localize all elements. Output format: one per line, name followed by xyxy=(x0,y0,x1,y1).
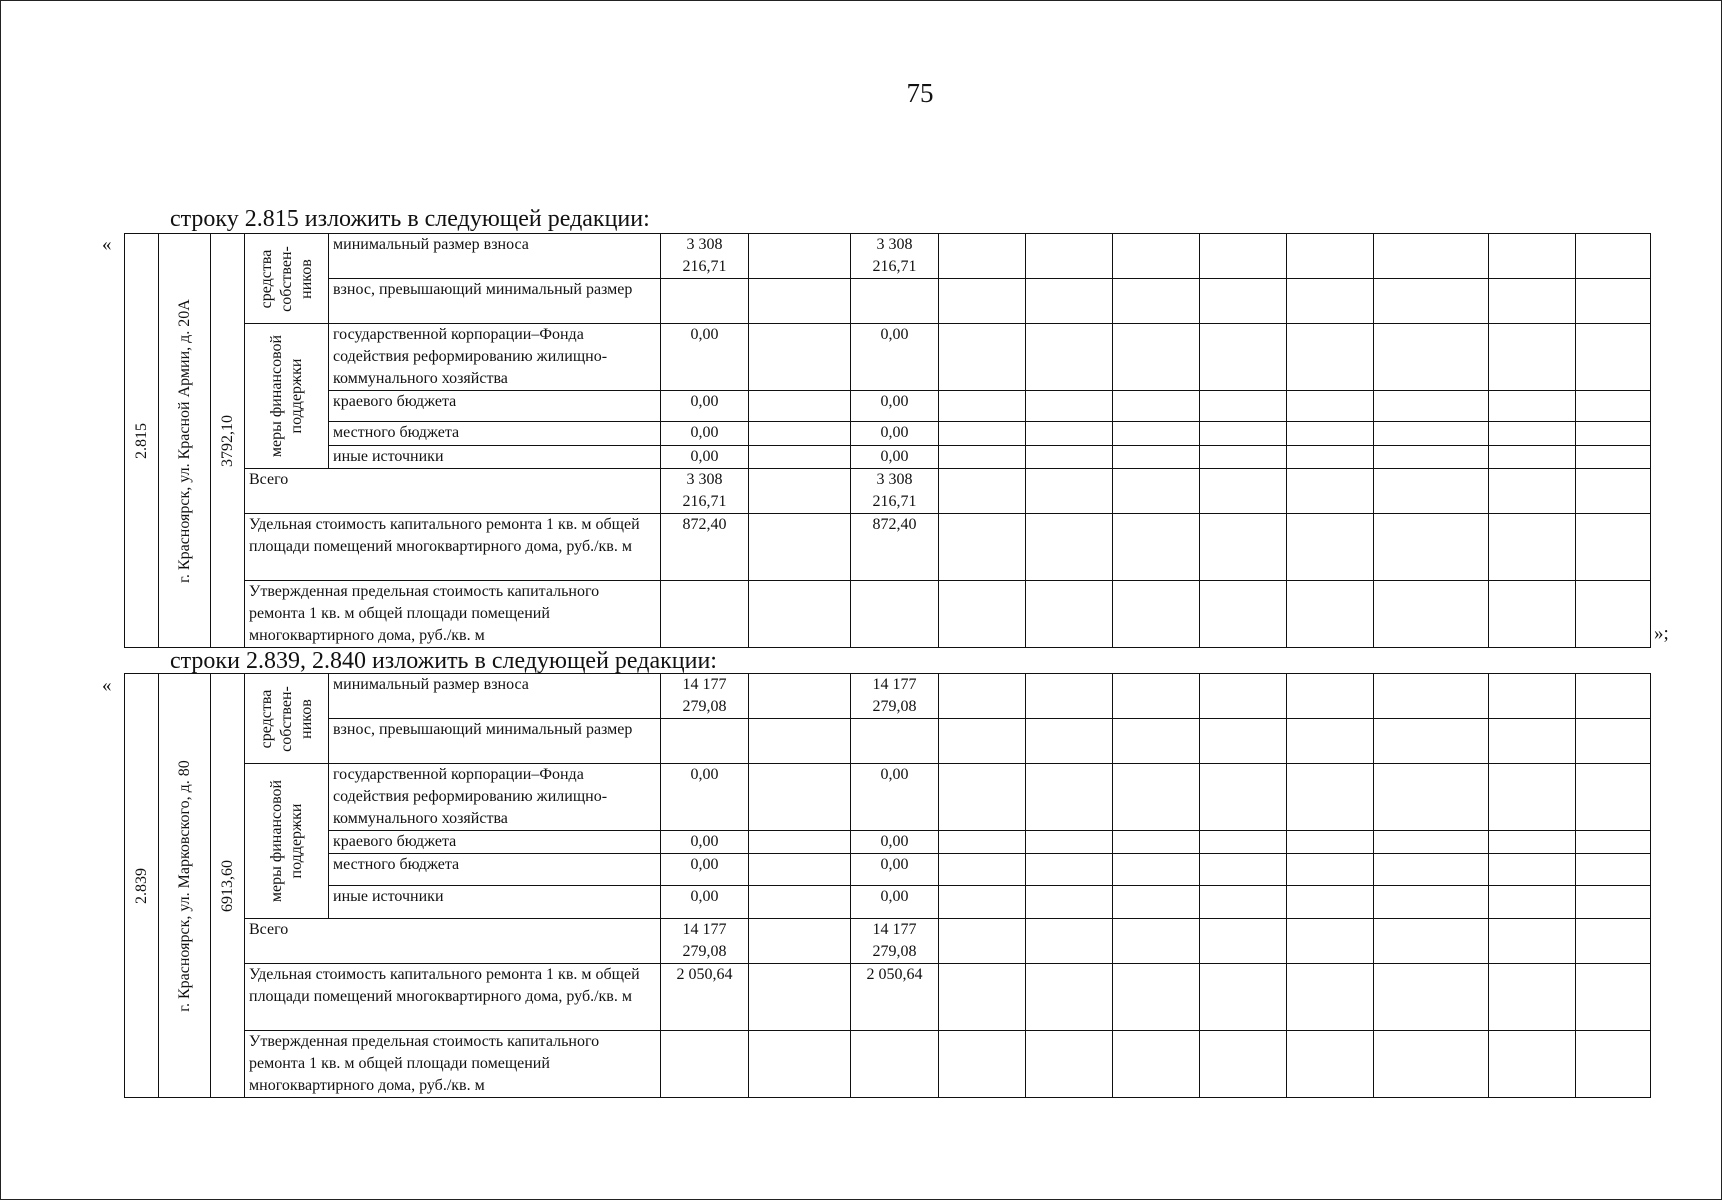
label-regional: краевого бюджета xyxy=(329,831,661,854)
value-over xyxy=(661,719,749,764)
label-max-cost: Утвержденная предельная стоимость капитального ремонта 1 кв. м общей площади помещений многоквартирного дома, руб./кв. м xyxy=(245,581,661,648)
group-own-funds: средства собствен-ников xyxy=(257,245,315,312)
value-min-repeat: 14 177 279,08 xyxy=(851,674,939,719)
value-total: 14 177 279,08 xyxy=(661,919,749,964)
amendment-table-2815 xyxy=(124,233,1651,648)
address-cell xyxy=(159,674,211,1098)
label-unit-cost: Удельная стоимость капитального ремонта 1 кв. м общей площади помещений многоквартирного дома, руб./кв. м xyxy=(245,964,661,1031)
value-local: 0,00 xyxy=(661,422,749,446)
value-over-repeat xyxy=(851,719,939,764)
label-fund: государственной корпорации–Фонда содействия реформированию жилищно-коммунального хозяйства xyxy=(329,764,661,831)
value-regional-repeat: 0,00 xyxy=(851,391,939,422)
value-fund: 0,00 xyxy=(661,324,749,391)
table-row xyxy=(125,719,1651,764)
row-number: 2.815 xyxy=(132,422,150,459)
open-quote: « xyxy=(102,234,112,255)
table-row xyxy=(125,324,1651,391)
value-min: 3 308 216,71 xyxy=(661,234,749,279)
label-other: иные источники xyxy=(329,886,661,919)
value-over-repeat xyxy=(851,279,939,324)
group-support-cell xyxy=(245,764,329,919)
value-max-cost xyxy=(661,581,749,648)
table-row xyxy=(125,674,1651,719)
value-unit-cost: 2 050,64 xyxy=(661,964,749,1031)
row-number-cell xyxy=(125,674,159,1098)
section-instruction: строку 2.815 изложить в следующей редакции: xyxy=(170,206,650,232)
value-total-repeat: 3 308 216,71 xyxy=(851,469,939,514)
group-support: меры финансовой поддержки xyxy=(267,334,305,458)
label-local: местного бюджета xyxy=(329,854,661,886)
area: 3792,10 xyxy=(218,414,236,467)
value-total: 3 308 216,71 xyxy=(661,469,749,514)
label-regional: краевого бюджета xyxy=(329,391,661,422)
section-instruction: строки 2.839, 2.840 изложить в следующей редакции: xyxy=(170,648,717,674)
value-total-repeat: 14 177 279,08 xyxy=(851,919,939,964)
group-own-funds: средства собствен-ников xyxy=(257,685,315,752)
value-local: 0,00 xyxy=(661,854,749,886)
value-fund-repeat: 0,00 xyxy=(851,324,939,391)
label-over: взнос, превышающий минимальный размер xyxy=(329,719,661,764)
value-other: 0,00 xyxy=(661,886,749,919)
area-cell xyxy=(211,234,245,648)
value-regional: 0,00 xyxy=(661,391,749,422)
value-over xyxy=(661,279,749,324)
address: г. Красноярск, ул. Красной Армии, д. 20А xyxy=(175,298,193,583)
value-min-repeat: 3 308 216,71 xyxy=(851,234,939,279)
value-unit-cost-repeat: 2 050,64 xyxy=(851,964,939,1031)
value-unit-cost: 872,40 xyxy=(661,514,749,581)
area: 6913,60 xyxy=(218,859,236,912)
value-regional-repeat: 0,00 xyxy=(851,831,939,854)
label-unit-cost: Удельная стоимость капитального ремонта 1 кв. м общей площади помещений многоквартирного дома, руб./кв. м xyxy=(245,514,661,581)
value-other-repeat: 0,00 xyxy=(851,446,939,469)
value-fund: 0,00 xyxy=(661,764,749,831)
value-other: 0,00 xyxy=(661,446,749,469)
page-number: 75 xyxy=(906,78,934,108)
value-other-repeat: 0,00 xyxy=(851,886,939,919)
label-min: минимальный размер взноса xyxy=(329,674,661,719)
table-row xyxy=(125,964,1651,1031)
table-row xyxy=(125,514,1651,581)
label-over: взнос, превышающий минимальный размер xyxy=(329,279,661,324)
value-unit-cost-repeat: 872,40 xyxy=(851,514,939,581)
table-row xyxy=(125,391,1651,422)
group-support-cell xyxy=(245,324,329,469)
table-row xyxy=(125,469,1651,514)
label-other: иные источники xyxy=(329,446,661,469)
row-number-cell xyxy=(125,234,159,648)
table-row xyxy=(125,422,1651,446)
value-min: 14 177 279,08 xyxy=(661,674,749,719)
label-fund: государственной корпорации–Фонда содействия реформированию жилищно-коммунального хозяйства xyxy=(329,324,661,391)
row-number: 2.839 xyxy=(132,867,150,904)
table-row xyxy=(125,446,1651,469)
value-max-cost-repeat xyxy=(851,581,939,648)
label-local: местного бюджета xyxy=(329,422,661,446)
open-quote: « xyxy=(102,675,112,696)
table-row xyxy=(125,764,1651,831)
address-cell xyxy=(159,234,211,648)
close-quote: »; xyxy=(1654,623,1669,644)
value-max-cost-repeat xyxy=(851,1031,939,1098)
value-local-repeat: 0,00 xyxy=(851,422,939,446)
table-row xyxy=(125,581,1651,648)
value-max-cost xyxy=(661,1031,749,1098)
table-row xyxy=(125,886,1651,919)
group-own-funds-cell xyxy=(245,234,329,324)
area-cell xyxy=(211,674,245,1098)
value-regional: 0,00 xyxy=(661,831,749,854)
value-local-repeat: 0,00 xyxy=(851,854,939,886)
table-row xyxy=(125,234,1651,279)
table-row xyxy=(125,1031,1651,1098)
group-support: меры финансовой поддержки xyxy=(267,779,305,903)
group-own-funds-cell xyxy=(245,674,329,764)
table-row xyxy=(125,919,1651,964)
label-total: Всего xyxy=(245,919,661,964)
address: г. Красноярск, ул. Марковского, д. 80 xyxy=(175,759,193,1012)
table-row xyxy=(125,854,1651,886)
table-row xyxy=(125,831,1651,854)
label-total: Всего xyxy=(245,469,661,514)
label-max-cost: Утвержденная предельная стоимость капитального ремонта 1 кв. м общей площади помещений многоквартирного дома, руб./кв. м xyxy=(245,1031,661,1098)
label-min: минимальный размер взноса xyxy=(329,234,661,279)
value-fund-repeat: 0,00 xyxy=(851,764,939,831)
amendment-table-2839 xyxy=(124,673,1651,1098)
table-row xyxy=(125,279,1651,324)
